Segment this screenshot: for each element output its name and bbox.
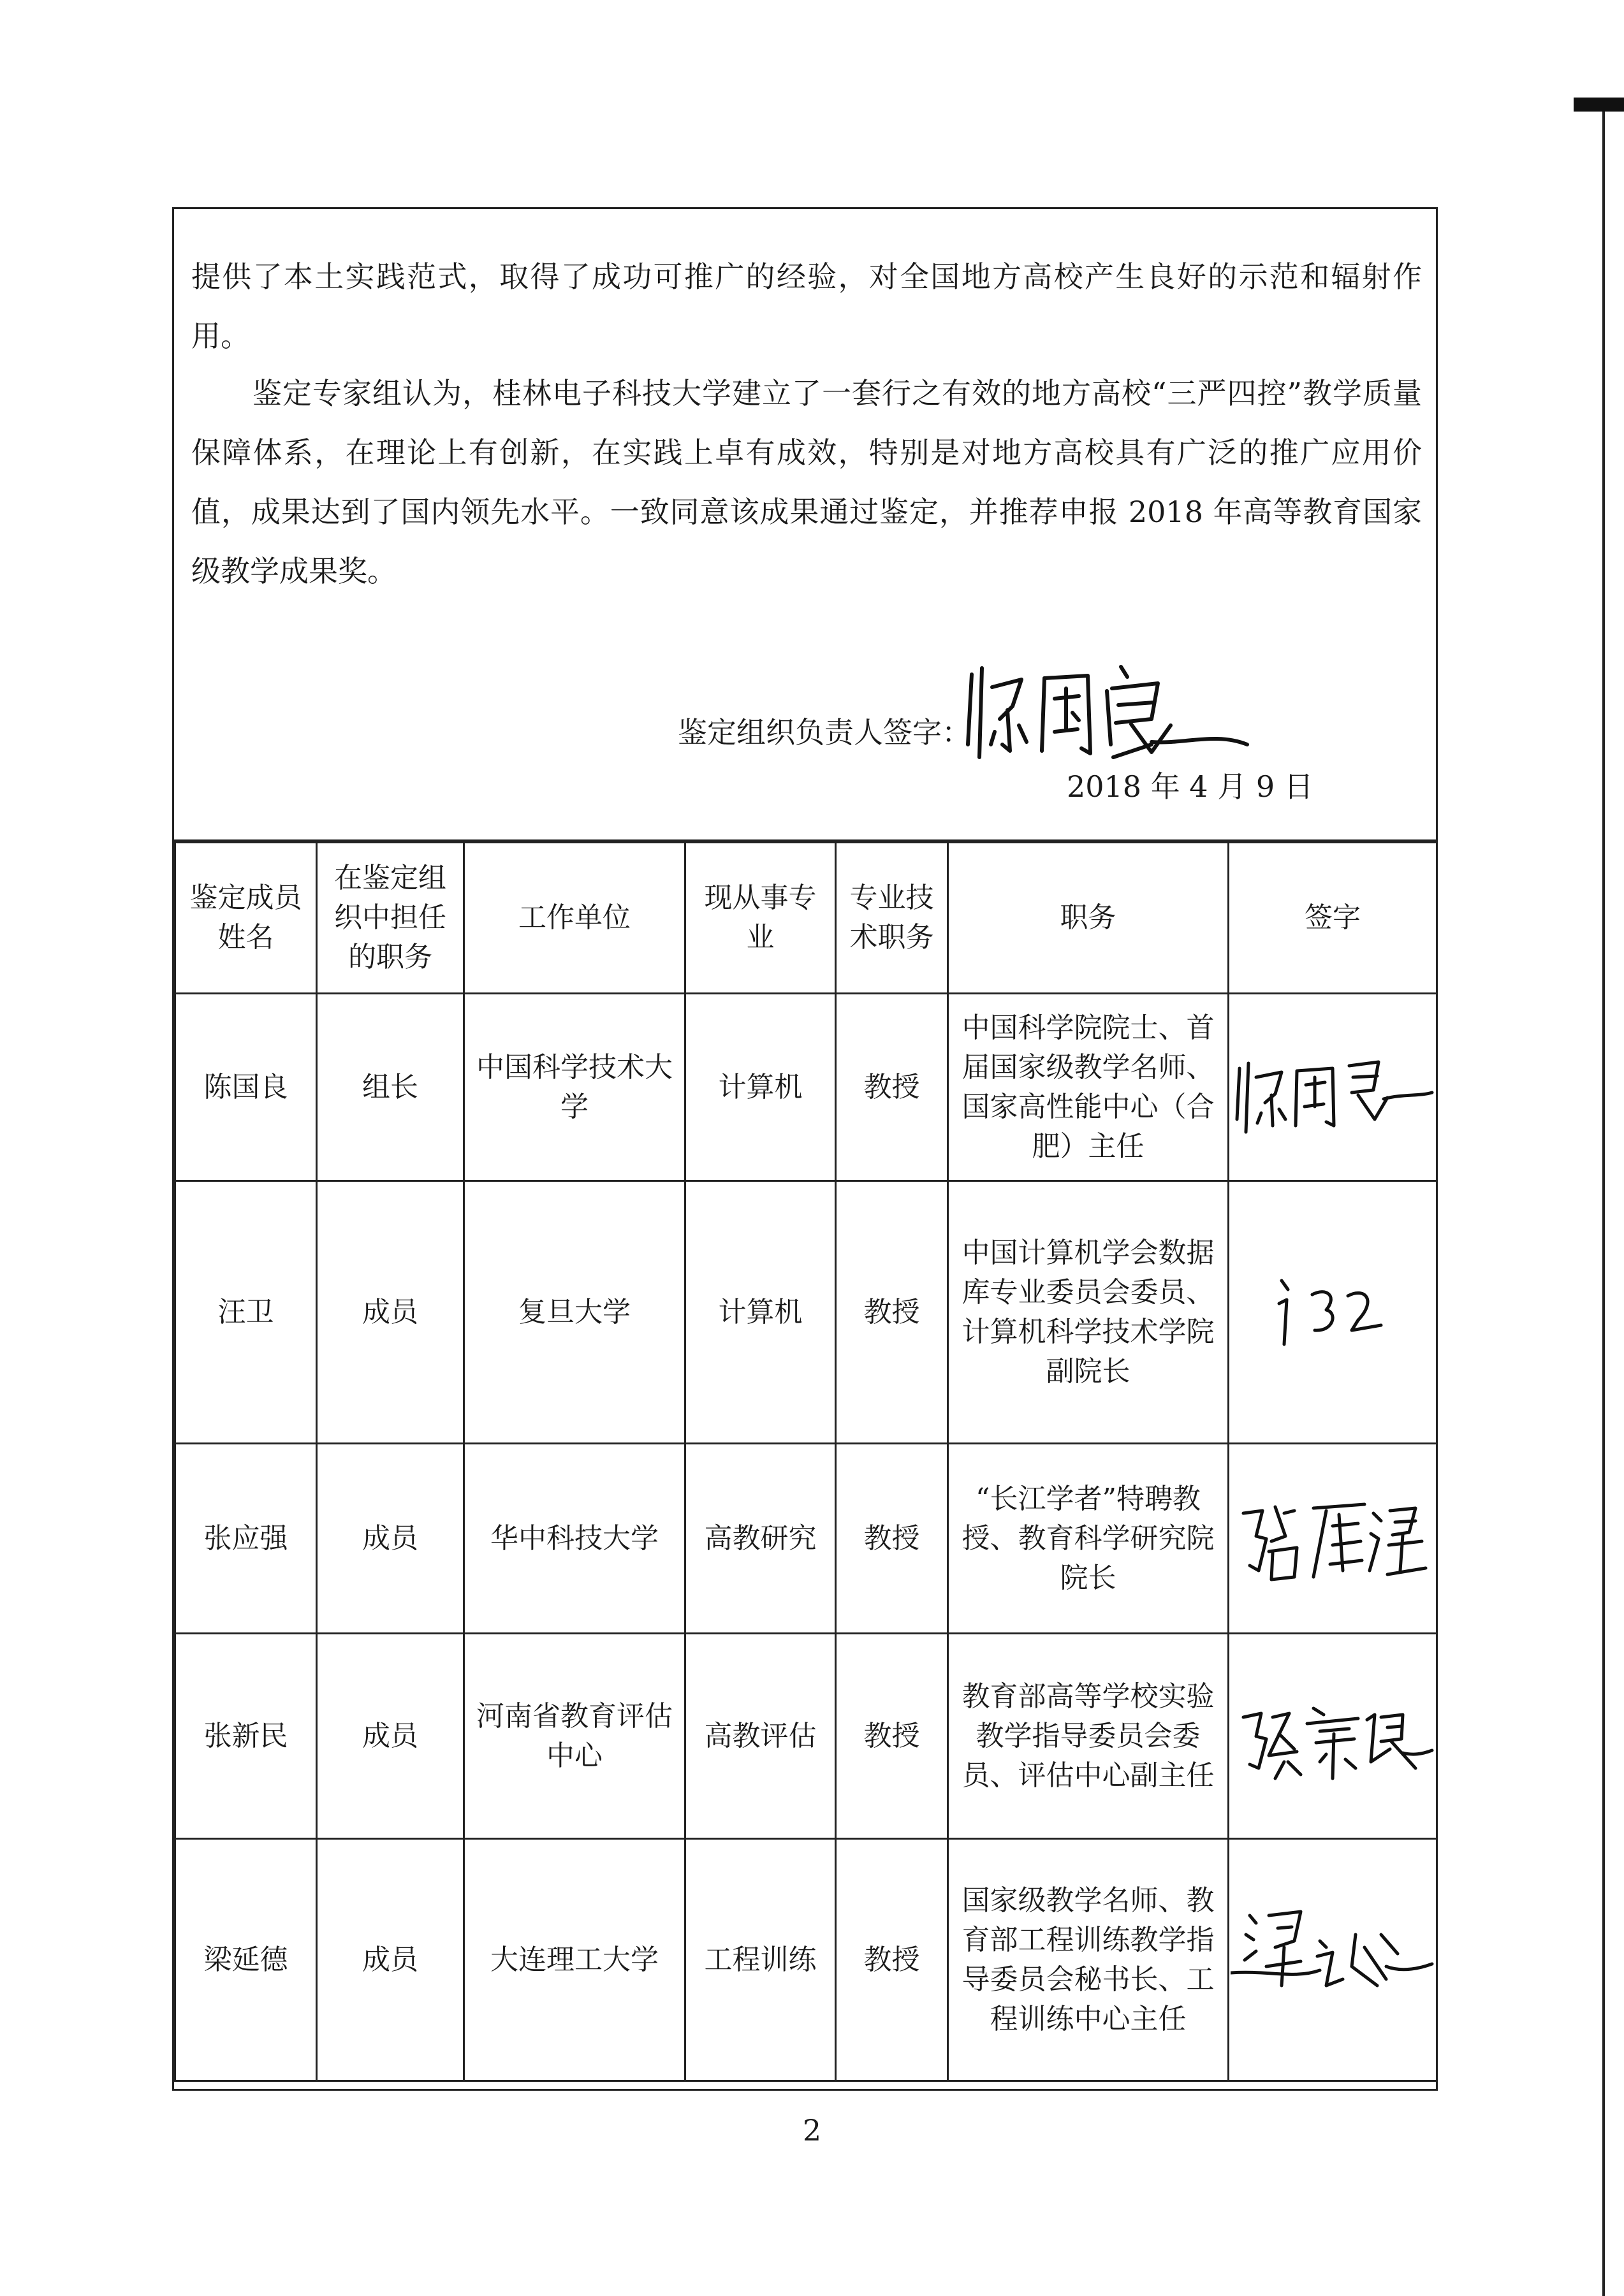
member-name: 梁延德: [175, 1839, 317, 2081]
handwritten-signature-wang: [1256, 1261, 1409, 1363]
member-unit: 华中科技大学: [464, 1444, 685, 1634]
member-signature: [1229, 1634, 1437, 1839]
header-signature: 签字: [1229, 843, 1437, 994]
table-row: [175, 1181, 1437, 1444]
member-signature: [1229, 994, 1437, 1181]
member-position: “长江学者”特聘教授、教育科学研究院院长: [948, 1444, 1229, 1634]
handwritten-signature-zhang-xm: [1231, 1673, 1435, 1800]
member-role: 成员: [317, 1634, 464, 1839]
handwritten-signature-chen: [960, 649, 1254, 776]
member-title: 教授: [836, 1444, 948, 1634]
member-field: 高教评估: [685, 1634, 836, 1839]
document-frame: [172, 207, 1438, 2091]
table-row: [175, 1839, 1437, 2081]
member-title: 教授: [836, 1634, 948, 1839]
member-title: 教授: [836, 1839, 948, 2081]
member-field: 计算机: [685, 994, 836, 1181]
appraisal-members-table: [174, 841, 1438, 2082]
member-name: 汪卫: [175, 1181, 317, 1444]
member-signature: [1229, 1181, 1437, 1444]
header-unit: 工作单位: [464, 843, 685, 994]
member-unit: 中国科学技术大学: [464, 994, 685, 1181]
member-name: 张新民: [175, 1634, 317, 1839]
member-position: 中国科学院院士、首届国家级教学名师、国家高性能中心（合肥）主任: [948, 994, 1229, 1181]
table-header-row: [175, 843, 1437, 994]
member-signature: [1229, 1839, 1437, 2081]
table-row: [175, 994, 1437, 1181]
header-field: 现从事专 业: [685, 843, 836, 994]
handwritten-signature-chen-row: [1231, 1024, 1435, 1151]
member-name: 张应强: [175, 1444, 317, 1634]
member-role: 成员: [317, 1444, 464, 1634]
opinion-paragraph-2: 鉴定专家组认为，桂林电子科技大学建立了一套行之有效的地方高校“三严四控”教学质量保障体系，在理论上有创新，在实践上卓有成效，特别是对地方高校具有广泛的推广应用价值，成果达到了国内领先水平。一致同意该成果通过鉴定，并推荐申报 2018 年高等教育国家级教学成果奖。: [191, 376, 1422, 588]
header-position: 职务: [948, 843, 1229, 994]
member-position: 中国计算机学会数据库专业委员会委员、计算机科学技术学院副院长: [948, 1181, 1229, 1444]
opinion-paragraph-1: 提供了本土实践范式，取得了成功可推广的经验，对全国地方高校产生良好的示范和辐射作用。: [191, 259, 1422, 353]
table-row: [175, 1634, 1437, 1839]
handwritten-signature-liang: [1231, 1890, 1435, 2030]
header-title: 专业技术职务: [836, 843, 948, 994]
member-position: 教育部高等学校实验教学指导委员会委员、评估中心副主任: [948, 1634, 1229, 1839]
member-signature: [1229, 1444, 1437, 1634]
member-title: 教授: [836, 994, 948, 1181]
header-role: 在鉴定组织中担任的职务: [317, 843, 464, 994]
member-role: 组长: [317, 994, 464, 1181]
member-field: 工程训练: [685, 1839, 836, 2081]
appraisal-opinion-section: [174, 209, 1436, 841]
signature-label: 鉴定组织负责人签字：: [678, 715, 971, 750]
member-role: 成员: [317, 1839, 464, 2081]
member-unit: 河南省教育评估中心: [464, 1634, 685, 1839]
member-field: 计算机: [685, 1181, 836, 1444]
member-position: 国家级教学名师、教育部工程训练教学指导委员会秘书长、工程训练中心主任: [948, 1839, 1229, 2081]
member-name: 陈国良: [175, 994, 317, 1181]
binding-edge-line: [1602, 112, 1605, 2296]
member-field: 高教研究: [685, 1444, 836, 1634]
handwritten-signature-zhang-yq: [1231, 1475, 1435, 1602]
signature-date: 2018 年 4 月 9 日: [1067, 769, 1313, 804]
header-name: 鉴定成员姓名: [175, 843, 317, 994]
table-row: [175, 1444, 1437, 1634]
member-unit: 大连理工大学: [464, 1839, 685, 2081]
member-unit: 复旦大学: [464, 1181, 685, 1444]
page-number: 2: [802, 2113, 822, 2147]
member-title: 教授: [836, 1181, 948, 1444]
edge-marker: [1574, 98, 1624, 112]
member-role: 成员: [317, 1181, 464, 1444]
